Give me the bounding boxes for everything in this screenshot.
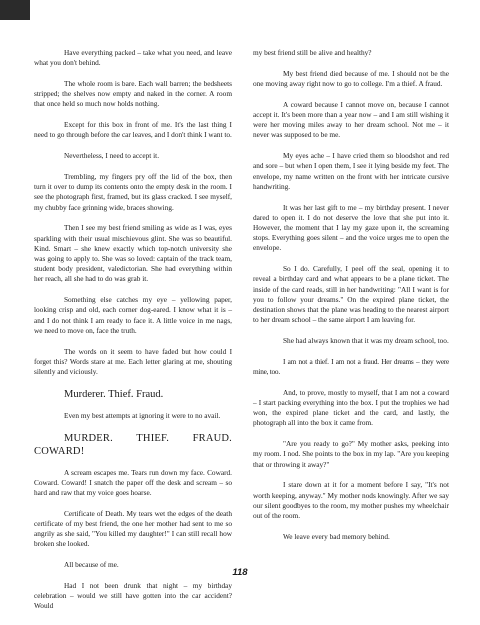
paragraph: And, to prove, mostly to myself, that I am not a coward – I start packing everything into the box. I put the trophies we had won, the expired plane ticket and the card, and lastly, the photograph all into the box it came from. [253, 387, 449, 428]
paragraph: A scream escapes me. Tears run down my face. Coward. Coward. Coward! I snatch the paper off the desk and scream – so hard and raw that my voice goes hoarse. [34, 467, 232, 498]
paragraph: All because of me. [64, 560, 119, 570]
page-number: 118 [232, 567, 248, 578]
paragraph: Nevertheless, I need to accept it. [64, 151, 160, 161]
right-text-column [253, 48, 449, 553]
paragraph: Trembling, my fingers pry off the lid of the box, then turn it over to dump its contents onto the empty desk in the room. I see the photograph first, framed, but its glass cracked. I see myself, my chubby face grinning wide, braces showing. [34, 172, 232, 212]
paragraph: I am not a thief. I am not a fraud. Her dreams – they were mine, too. [253, 356, 449, 377]
paragraph: It was her last gift to me – my birthday present. I never dared to open it. I do not deserve the love that she put into it. However, the moment that I lay my gaze upon it, the screaming stops. Everything goes silent – and the voice urges me to open the envelope. [253, 202, 449, 253]
paragraph: "Are you ready to go?" My mother asks, peeking into my room. I nod. She points to the box in my lap. "Are you keeping that or throwing it away?" [253, 439, 449, 469]
emphasis-line: Murderer. Thief. Fraud. [64, 388, 164, 400]
paragraph: my best friend still be alive and healthy? [253, 48, 372, 57]
paragraph: Had I not been drunk that night – my birthday celebration – would we still have gotten into the car accident? Would [34, 581, 232, 611]
paragraph: The words on it seem to have faded but how could I forget this? Words stare at me. Each letter glaring at me, shouting silently and viciously. [34, 346, 232, 377]
paragraph: Certificate of Death. My tears wet the edges of the death certificate of my best friend, the one her mother had sent to me so angrily as she said, "You killed my daughter!" I can still recall how broken she looked. [34, 508, 232, 549]
paragraph: We leave every bad memory behind. [283, 531, 390, 541]
paragraph: So I do. Carefully, I peel off the seal, opening it to reveal a birthday card and what appears to be a plane ticket. The inside of the card reads, still in her handwriting: "All I want is for you to follow your dreams." On the expired plane ticket, the destination shows that the plane was heading to the nearest airport to her dream school – the same airport I am leaving for. [253, 264, 449, 325]
paragraph: Then I see my best friend smiling as wide as I was, eyes sparkling with their usual mischievous glint. She was so beautiful. Kind. Smart – she knew exactly which top-notch university she was going to apply to. She was so loved: captain of the track team, student body president, valedictorian. She had everything within her reach, all she had to do was grab it. [34, 223, 232, 284]
paragraph: She had always known that it was my dream school, too. [283, 336, 449, 346]
paragraph: Even my best attempts at ignoring it were to no avail. [64, 410, 221, 420]
corner-tab-decoration [0, 0, 30, 20]
paragraph: A coward because I cannot move on, because I cannot accept it. It's been more than a year now – and I am still wishing it were her moving miles away to her dream school. Not me – it never was supposed to be me. [253, 99, 449, 140]
left-text-column [34, 48, 232, 622]
paragraph: My best friend died because of me. I should not be the one moving away right now to go to college. I'm a thief. A fraud. [253, 68, 449, 88]
paragraph: The whole room is bare. Each wall barren; the bedsheets stripped; the shelves now empty and naked in the corner. A room that once held so much now holds nothing. [34, 79, 232, 109]
emphasis-line-caps: MURDER. THIEF. FRAUD. COWARD! [34, 432, 232, 457]
paragraph: My eyes ache – I have cried them so bloodshot and red and sore – but when I open them, I see it lying beside my feet. The envelope, my name written on the front with her intricate cursive handwriting. [253, 151, 449, 191]
paragraph: I stare down at it for a moment before I say, "It's not worth keeping, anyway." My mother nods knowingly. After we say our silent goodbyes to the room, my mother pushes my wheelchair out of the room. [253, 480, 449, 521]
paragraph: Have everything packed – take what you need, and leave what you don't behind. [34, 48, 232, 68]
paragraph: Except for this box in front of me. It's the last thing I need to go through before the car leaves, and I don't think I want to. [34, 120, 232, 140]
paragraph: Something else catches my eye – yellowing paper, looking crisp and old, each corner dog-eared. I know what it is – and I do not think I am ready to face it. A little voice in me nags, we need to move on, face the truth. [34, 295, 232, 335]
